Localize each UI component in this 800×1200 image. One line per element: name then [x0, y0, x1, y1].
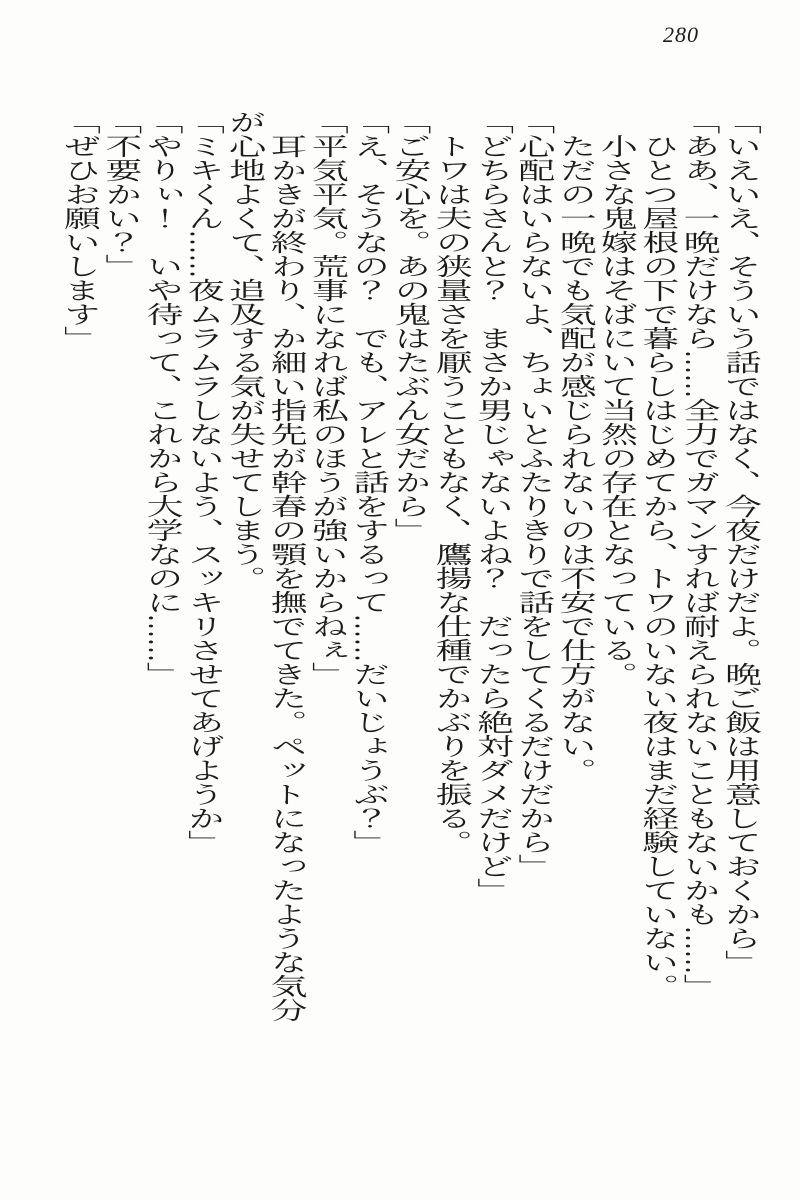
paragraph: 「不要かい？」 — [98, 110, 139, 278]
paragraph: 「ぜひお願いします」 — [57, 110, 98, 350]
page-number: 280 — [663, 22, 699, 47]
paragraph: ひとつ屋根の下で暮らしはじめてから、トワのいない夜はまだ経験していない。 — [635, 134, 676, 998]
paragraph: 「ああ、一晩だけなら……全力でガマンすれば耐えられないこともないかも……」 — [676, 110, 717, 998]
paragraph: 小さな鬼嫁はそばにいて当然の存在となっている。 — [594, 134, 635, 686]
paragraph: 「いえいえ、そういう話ではなく、今夜だけだよ。晩ご飯は用意しておくから」 — [718, 110, 758, 974]
paragraph: 「心配はいらないよ、ちょいとふたりきりで話をしてくるだけだから」 — [511, 110, 552, 878]
paragraph: 「やりぃ！ いや待って、これから大学なのに……」 — [139, 110, 180, 686]
paragraph: 「ご安心を。あの鬼はたぶん女だから」 — [387, 110, 428, 542]
text-block — [56, 110, 758, 1028]
paragraph: 「ミキくん……夜ムラムラしないよう、スッキリさせてあげようか」 — [181, 110, 221, 854]
paragraph: トワは夫の狭量さを厭うこともなく、鷹揚な仕種でかぶりを振る。 — [429, 134, 469, 854]
paragraph: ただの一晩でも気配が感じられないのは不安で仕方がない。 — [552, 134, 593, 782]
paragraph: 耳かきが終わり、か細い指先が幹春の顎を撫でてきた。ペットになったような気分が心地よくて、追及する気が失せてしまう。 — [222, 110, 304, 1022]
paragraph: 「え、そうなの？ でも、アレと話をするって……だいじょうぶ？」 — [346, 110, 387, 854]
paragraph: 「どちらさんと？ まさか男じゃないよね？ だったら絶対ダメだけど」 — [470, 110, 511, 902]
paragraph: 「平気平気。荒事になれば私のほうが強いからねぇ」 — [305, 110, 345, 686]
